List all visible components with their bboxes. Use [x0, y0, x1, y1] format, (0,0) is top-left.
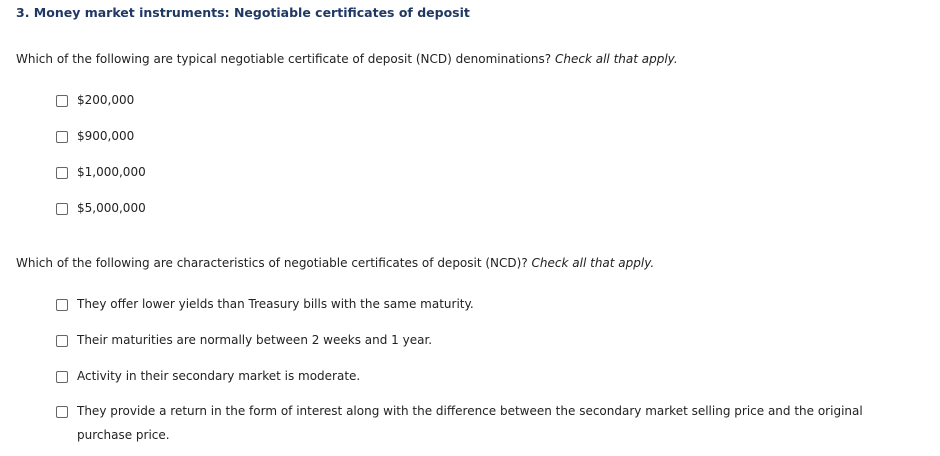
checkbox[interactable]: [56, 371, 68, 383]
question-1-text: Which of the following are typical negotiable certificate of deposit (NCD) denominations?: [16, 52, 552, 66]
checkbox[interactable]: [56, 131, 68, 143]
option-lower-yields[interactable]: [56, 298, 474, 316]
checkbox[interactable]: [56, 167, 68, 179]
question-2-text: Which of the following are characteristics of negotiable certificates of deposit (NCD)?: [16, 256, 528, 270]
checkbox[interactable]: [56, 299, 68, 311]
option-return-form[interactable]: [56, 405, 877, 447]
option-label[interactable]: $200,000: [77, 93, 135, 107]
page-title: 3. Money market instruments: Negotiable certificates of deposit: [16, 5, 470, 20]
question-1: [16, 52, 678, 66]
option-label[interactable]: They provide a return in the form of interest along with the difference between the secondary market selling price and the original purchase price.: [77, 404, 863, 442]
checkbox[interactable]: [56, 335, 68, 347]
option-label[interactable]: Activity in their secondary market is moderate.: [77, 369, 361, 383]
option-label[interactable]: They offer lower yields than Treasury bills with the same maturity.: [77, 297, 474, 311]
option-1000000[interactable]: [56, 166, 146, 184]
option-5000000[interactable]: [56, 202, 146, 220]
option-maturities[interactable]: [56, 334, 432, 352]
question-2-hint: Check all that apply.: [531, 256, 655, 270]
option-label[interactable]: $1,000,000: [77, 165, 146, 179]
option-secondary-market[interactable]: [56, 370, 360, 388]
option-label[interactable]: $900,000: [77, 129, 135, 143]
question-2: [16, 256, 654, 270]
checkbox[interactable]: [56, 406, 68, 418]
option-label[interactable]: Their maturities are normally between 2 weeks and 1 year.: [77, 333, 433, 347]
checkbox[interactable]: [56, 203, 68, 215]
checkbox[interactable]: [56, 95, 68, 107]
option-label[interactable]: $5,000,000: [77, 201, 146, 215]
question-1-hint: Check all that apply.: [555, 52, 678, 66]
option-200000[interactable]: [56, 94, 134, 112]
option-900000[interactable]: [56, 130, 134, 148]
